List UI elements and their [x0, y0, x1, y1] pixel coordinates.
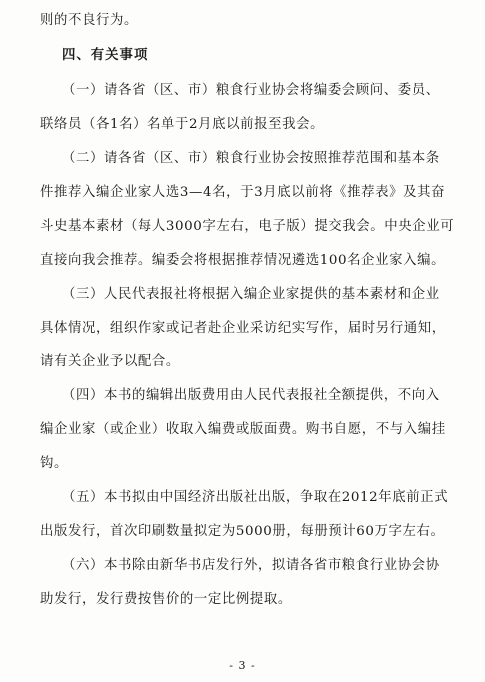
body-text-line: 直接向我会推荐。编委会将根据推荐情况遴选100名企业家入编。 — [40, 253, 446, 268]
body-text-line: （四）本书的编辑出版费用由人民代表报社全额提供，不向入 — [62, 388, 440, 403]
body-text-line: 助发行，发行费按售价的一定比例提取。 — [40, 592, 292, 607]
body-text-line: （五）本书拟由中国经济出版社出版，争取在2012年底前正式 — [62, 490, 449, 505]
body-text-line: （二）请各省（区、市）粮食行业协会按照推荐范围和基本条 — [62, 151, 440, 166]
page-number: - 3 - — [229, 659, 256, 672]
body-text-line: （三）人民代表报社将根据入编企业家提供的基本素材和企业 — [62, 287, 440, 302]
body-text-line: （六）本书除由新华书店发行外，拟请各省市粮食行业协会协 — [62, 558, 440, 573]
body-text-line: 出版发行，首次印刷数量拟定为5000册，每册预计60万字左右。 — [40, 524, 445, 539]
body-text-line: 件推荐入编企业家人选3—4名，于3月底以前将《推荐表》及其奋 — [40, 185, 446, 200]
body-text-line: 具体情况，组织作家或记者赴企业采访纪实写作，届时另行通知， — [40, 321, 446, 336]
body-text-line: 联络员（各1名）名单于2月底以前报至我会。 — [40, 117, 325, 132]
body-text-line: 则的不良行为。 — [40, 13, 138, 28]
body-text-line: 斗史基本素材（每人3000字左右，电子版）提交我会。中央企业可 — [40, 219, 455, 234]
body-text-line: （一）请各省（区、市）粮食行业协会将编委会顾问、委员、 — [62, 83, 440, 98]
body-text-line: 请有关企业予以配合。 — [40, 354, 180, 369]
body-text-line: 编企业家（或企业）收取入编费或版面费。购书自愿，不与入编挂 — [40, 422, 446, 437]
body-text-line: 钩。 — [40, 456, 68, 471]
section-heading-matters: 四、有关事项 — [62, 48, 149, 63]
